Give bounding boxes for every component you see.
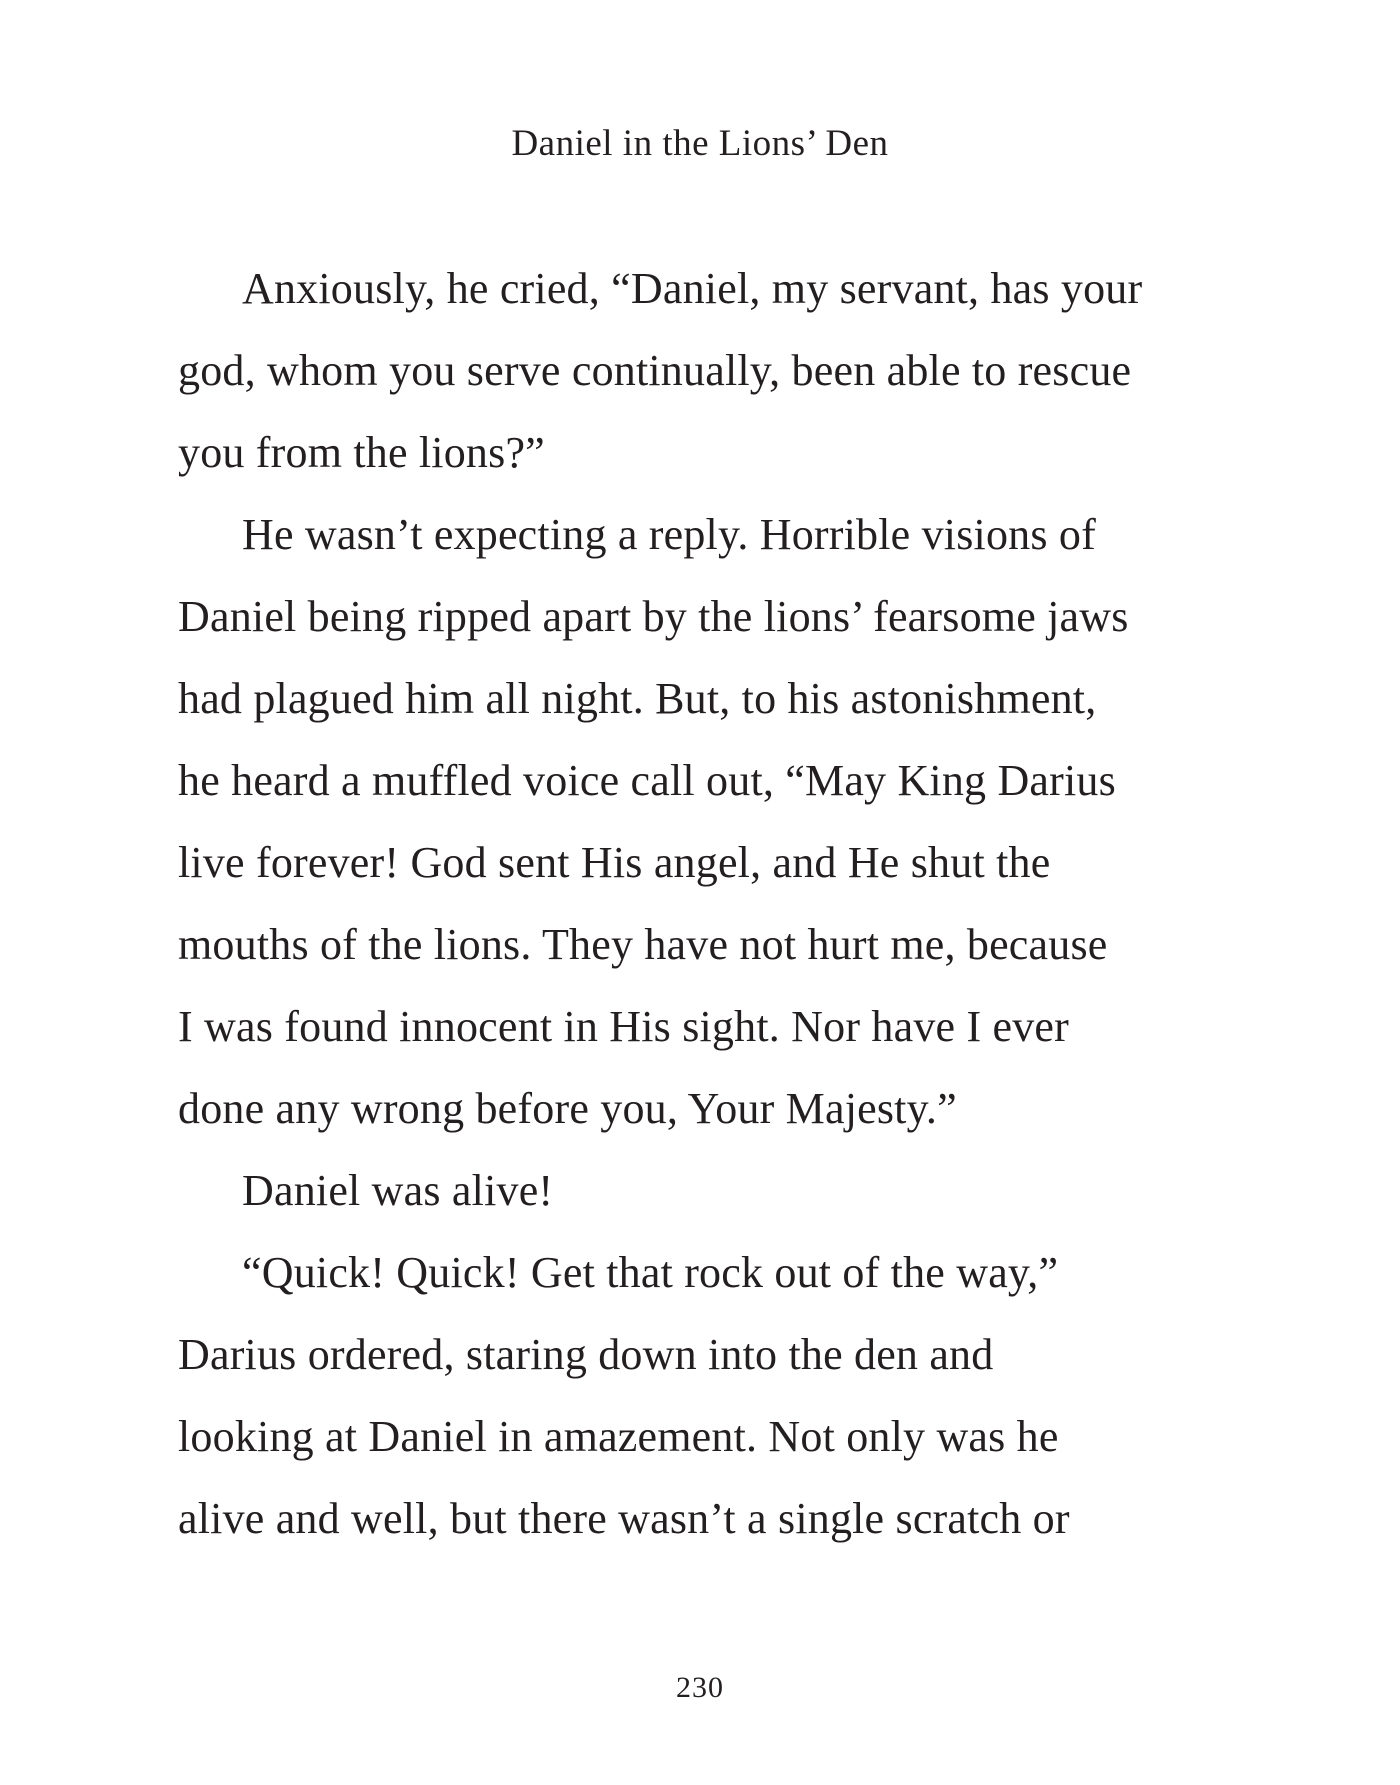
text-line: he heard a muffled voice call out, “May King Darius: [178, 756, 1116, 805]
page-number: 230: [676, 1671, 724, 1704]
text-line: had plagued him all night. But, to his astonishment,: [178, 674, 1097, 723]
text-line: I was found innocent in His sight. Nor have I ever: [178, 1002, 1070, 1051]
running-head: Daniel in the Lions’ Den: [511, 123, 889, 164]
text-line: “Quick! Quick! Get that rock out of the way,”: [242, 1248, 1059, 1297]
text-line: done any wrong before you, Your Majesty.”: [178, 1084, 957, 1133]
text-line: Daniel was alive!: [242, 1166, 554, 1215]
text-line: looking at Daniel in amazement. Not only was he: [178, 1412, 1059, 1461]
text-line: you from the lions?”: [178, 428, 545, 477]
text-line: Anxiously, he cried, “Daniel, my servant, has your: [242, 264, 1143, 313]
text-line: Daniel being ripped apart by the lions’ fearsome jaws: [178, 592, 1129, 641]
text-line: Darius ordered, staring down into the den and: [178, 1330, 994, 1379]
body-text: [178, 248, 1238, 1560]
text-line: He wasn’t expecting a reply. Horrible visions of: [242, 510, 1096, 559]
text-line: alive and well, but there wasn’t a single scratch or: [178, 1494, 1070, 1543]
text-line: god, whom you serve continually, been able to rescue: [178, 346, 1132, 395]
text-line: live forever! God sent His angel, and He shut the: [178, 838, 1051, 887]
text-line: mouths of the lions. They have not hurt me, because: [178, 920, 1108, 969]
